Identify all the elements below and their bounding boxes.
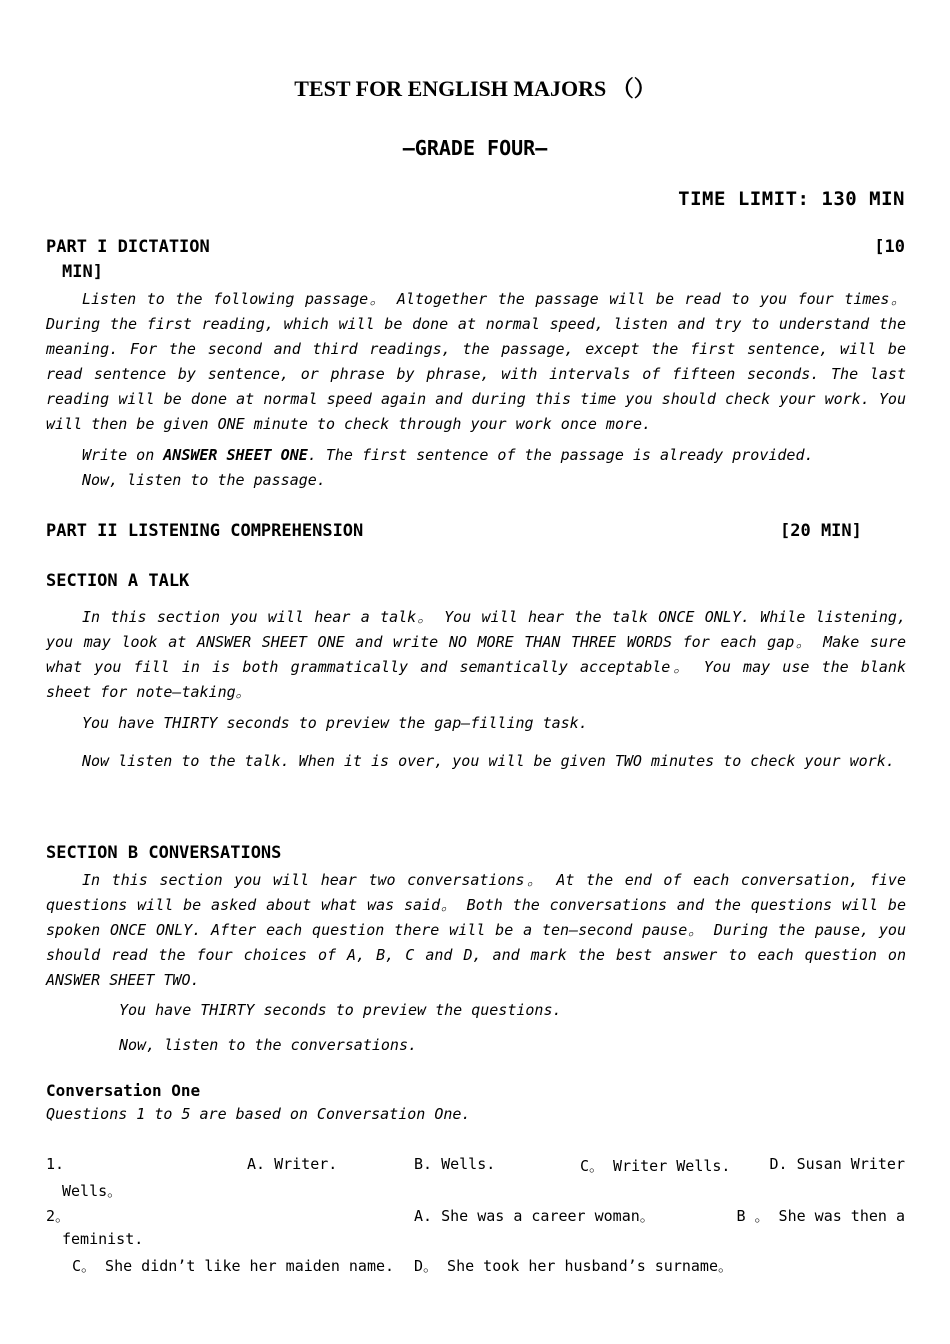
q1-choice-d-wrap: Wells。 xyxy=(62,1182,123,1200)
q1-choice-b: B. Wells. xyxy=(414,1155,496,1173)
conversation-heading: Conversation One xyxy=(46,1081,201,1100)
grade-heading: —GRADE FOUR— xyxy=(402,136,548,160)
write-pre: Write on xyxy=(82,446,164,464)
q1-choice-c: C。 Writer Wells. xyxy=(580,1157,731,1175)
q2-choice-a: A. She was a career woman。 xyxy=(414,1207,655,1225)
q2-choice-b: B 。 She was then a xyxy=(736,1207,905,1225)
part1-heading: PART I DICTATION xyxy=(46,237,210,257)
part2-heading: PART II LISTENING COMPREHENSION xyxy=(46,521,364,541)
sectionB-heading: SECTION B CONVERSATIONS xyxy=(46,843,282,863)
part1-write-instruction xyxy=(82,446,814,464)
time-limit: TIME LIMIT: 130 MIN xyxy=(678,188,905,210)
q2-choice-d: D。 She took her husband’s surname。 xyxy=(414,1257,733,1275)
sectionB-now: Now, listen to the conversations. xyxy=(119,1036,418,1054)
q2-choice-b-wrap: feminist. xyxy=(62,1230,144,1248)
sectionA-now: Now listen to the talk. When it is over, you will be given TWO minutes to check your work. xyxy=(82,752,895,770)
write-post: . The first sentence of the passage is already provided. xyxy=(307,446,814,464)
q2-choice-c: C。 She didn’t like her maiden name. xyxy=(72,1257,395,1275)
sectionA-preview: You have THIRTY seconds to preview the gap—filling task. xyxy=(82,714,588,732)
sectionA-heading: SECTION A TALK xyxy=(46,571,190,591)
test-title: TEST FOR ENGLISH MAJORS （） xyxy=(294,76,656,101)
part1-time-cont: MIN] xyxy=(62,262,103,282)
sectionA-instructions: In this section you will hear a talk。 You will hear the talk ONCE ONLY. While listening, you may look at ANSWER SHEET ONE and write NO MORE THAN THREE WORDS for each gap。 Make sure what you fill in is both grammatically and semantically acceptable。 You may use the blank sheet for note—taking。 xyxy=(46,608,906,701)
part1-instructions: Listen to the following passage。 Altogether the passage will be read to you four times。 During the first reading, which will be done at normal speed, listen and try to understand the meaning. For the second and third readings, the passage, except the first sentence, will be read sentence by sentence, or phrase by phrase, with intervals of fifteen seconds. The last reading will be done at normal speed again and during this time you should check your work. You will then be given ONE minute to check through your work once more. xyxy=(46,290,906,433)
answer-sheet-one: ANSWER SHEET ONE xyxy=(163,446,308,464)
part1-now: Now, listen to the passage. xyxy=(82,471,326,489)
sectionB-instructions: In this section you will hear two conversations。 At the end of each conversation, five questions will be asked about what was said。 Both the conversations and the questions will be spoken ONCE ONLY. After each question there will be a ten—second pause。 During the pause, you should read the four choices of A, B, C and D, and mark the best answer to each question on ANSWER SHEET TWO. xyxy=(46,871,906,989)
conversation-note: Questions 1 to 5 are based on Conversation One. xyxy=(46,1105,471,1123)
part2-time: [20 MIN] xyxy=(780,521,862,541)
part1-time: [10 xyxy=(874,237,905,257)
q1-number: 1. xyxy=(46,1155,65,1173)
q1-choice-a: A. Writer. xyxy=(247,1155,338,1173)
q1-choice-d: D. Susan Writer xyxy=(769,1155,905,1173)
q2-number: 2。 xyxy=(46,1207,71,1225)
sectionB-preview: You have THIRTY seconds to preview the questions. xyxy=(119,1001,562,1019)
